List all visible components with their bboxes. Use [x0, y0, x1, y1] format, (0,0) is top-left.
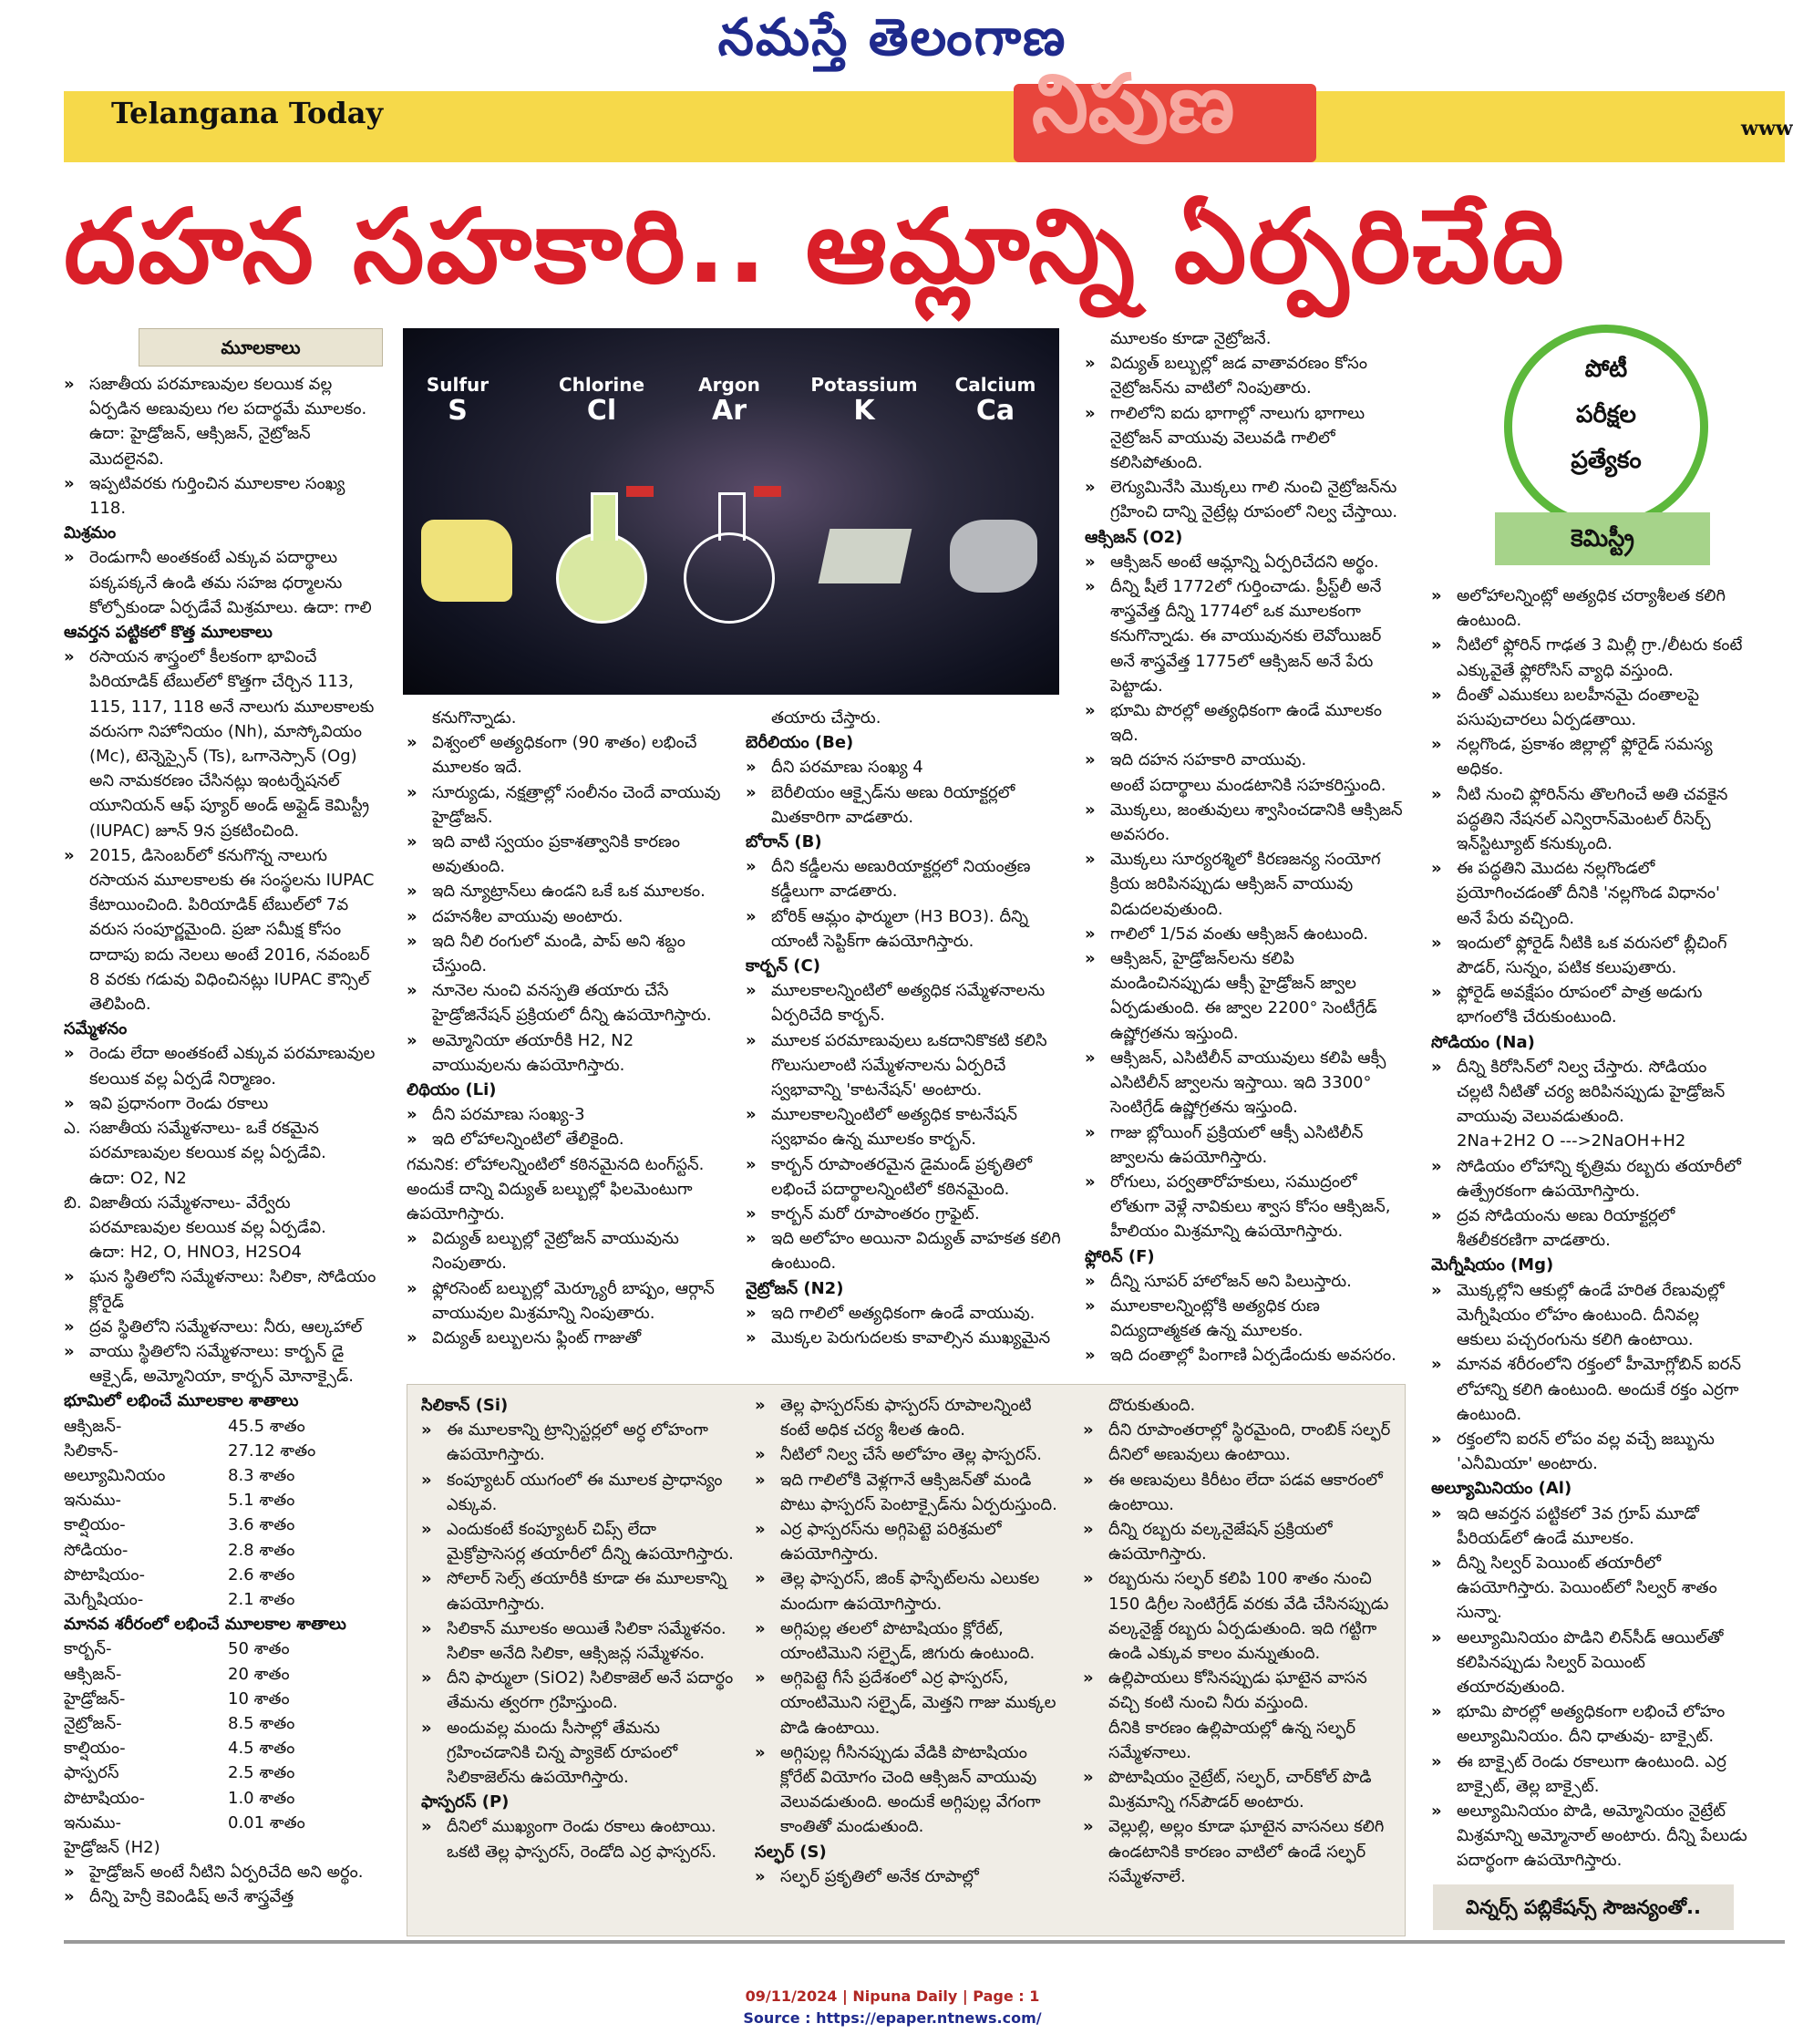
list-item: » ఇది దహన సహకారి వాయువు.	[1085, 748, 1406, 772]
subheading: హైడ్రోజన్ (H2)	[64, 1837, 160, 1857]
earth-percent-table	[64, 1414, 381, 1613]
list-item: » రసాయన శాస్త్రంలో కీలకంగా భావించే పిరియాడిక్ టేబుల్‌లో కొత్తగా చేర్చిన 113, 115, 117, 118 అనే నాలుగు మూలకాలకు వరుసగా నిహోనియం (Nh), మాస్కోవియం (Mc), టెన్నెస్సైన్ (Ts), ఒగానెస్సాన్ (Og) అని నామకరణం చేసినట్లు ఇంటర్నేషనల్ యూనియన్ ఆఫ్ ప్యూర్ అండ్ అప్లైడ్ కెమిస్ట్రీ (IUPAC) జూన్ 9న ప్రకటించింది.	[64, 645, 381, 843]
list-item: » ఆక్సిజన్, హైడ్రోజన్‌లను కలిపి మండించినప్పుడు ఆక్సీ హైడ్రోజన్ జ్వాల ఏర్పడుతుంది. ఈ జ్వాల 2200° సెంటీగ్రేడ్ ఉష్ణోగ్రతను ఇస్తుంది.	[1085, 946, 1406, 1046]
footer-source-link[interactable]: Source : https://epaper.ntnews.com/	[743, 2009, 1042, 2027]
badge-line: పోటీ	[1584, 356, 1628, 383]
subheading: ఫ్లోరిన్ (F)	[1085, 1246, 1155, 1266]
list-item: » బెరీలియం ఆక్సైడ్‌ను అణు రియాక్టర్లలో మితకారిగా వాడతారు.	[746, 780, 1065, 830]
list-item: » మొక్కలు, జంతువులు శ్వాసించడానికి ఆక్సిజన్ అవసరం.	[1085, 798, 1406, 847]
table-row: సిలికాన్- 27.12 శాతం	[64, 1440, 316, 1461]
subheading: భూమిలో లభించే మూలకాల శాతాలు	[64, 1391, 299, 1411]
list-item: » దీన్ని కిరోసిన్‌లో నిల్వ చేస్తారు. సోడియం చల్లటి నీటితో చర్య జరిపినప్పుడు హైడ్రోజన్ వాయువు వెలువడుతుంది.	[1431, 1055, 1748, 1130]
badge-line: పరీక్షల	[1576, 401, 1636, 428]
list-item: ఉదా: O2, N2	[89, 1168, 187, 1188]
list-item: » ఇప్పటివరకు గుర్తించిన మూలకాల సంఖ్య 118.	[64, 471, 381, 521]
note: గమనిక: లోహాలన్నింటిలో కఠినమైనది టంగ్‌స్టన్. అందుకే దాన్ని విద్యుత్ బల్బుల్లో ఫిలమెంటుగా ఉపయోగిస్తారు.	[407, 1154, 705, 1224]
list-item: » నూనెల నుంచి వనస్పతి తయారు చేసే హైడ్రోజినేషన్ ప్రక్రియలో దీన్ని ఉపయోగిస్తారు.	[407, 978, 727, 1027]
list-item: » కార్బన్ మరో రూపాంతరం గ్రాఫైట్.	[746, 1202, 1065, 1226]
list-item: » రోగులు, పర్వతారోహకులు, సముద్రంలో లోతుగా వెళ్లే నావికులు శ్వాస కోసం ఆక్సిజన్, హీలియం మిశ్రమాన్ని ఉపయోగిస్తారు.	[1085, 1170, 1406, 1244]
sulfur-sample-image	[421, 520, 512, 602]
list-item: » అగ్గిపుల్ల గీసినప్పుడు వేడికి పొటాషియం క్లోరేట్ వియోగం చెంది ఆక్సిజన్ వాయువు వెలువడుతుంది. అందుకే అగ్గిపుల్ల వేగంగా కాంతితో మండుతుంది.	[755, 1740, 1065, 1840]
list-item: » 2015, డిసెంబర్‌లో కనుగొన్న నాలుగు రసాయన మూలకాలకు ఈ సంస్థలను IUPAC కేటాయించింది. పిరియాడిక్ టేబుల్‌లో 7వ వరుస సంపూర్ణమైంది. ప్రజా సమీక్ష కోసం దాదాపు ఐదు నెలలు అంటే 2016, నవంబర్ 8 వరకు గడువు విధించినట్లు IUPAC కౌన్సిల్ తెలిపింది.	[64, 843, 381, 1017]
list-item: » మొక్కలు సూర్యరశ్మిలో కిరణజన్య సంయోగ క్రియ జరిపినప్పుడు ఆక్సిజన్ వాయువు విడుదలవుతుంది.	[1085, 847, 1406, 922]
list-item: » భూమి పొరల్లో అత్యధికంగా లభించే లోహం అల్యూమినియం. దీని ధాతువు- బాక్సైట్.	[1431, 1699, 1748, 1749]
publisher-credit: విన్నర్స్ పబ్లికేషన్స్ సౌజన్యంతో..	[1433, 1884, 1734, 1930]
table-row: కార్బన్- 50 శాతం	[64, 1639, 290, 1659]
list-item: » ఈ బాక్సైట్ రెండు రకాలుగా ఉంటుంది. ఎర్ర బాక్సైట్, తెల్ల బాక్సైట్.	[1431, 1750, 1748, 1799]
section-heading-elements: మూలకాలు	[139, 328, 383, 366]
list-item: » రబ్బరును సల్ఫర్ కలిపి 100 శాతం నుంచి 150 డిగ్రీల సెంటిగ్రేడ్ వరకు వేడి చేసినప్పుడు వల్కనైజ్డ్ రబ్బరు ఏర్పడుతుంది. ఇది గట్టిగా ఉండి ఎక్కువ కాలం మన్నుతుంది.	[1083, 1566, 1395, 1666]
list-item: » అల్యూమినియం పొడి, అమ్మోనియం నైట్రేట్ మిశ్రమాన్ని అమ్మోనాల్ అంటారు. దీన్ని పేలుడు పదార్థంగా ఉపయోగిస్తారు.	[1431, 1799, 1748, 1874]
subheading: బెరీలియం (Be)	[746, 733, 854, 753]
list-item: » ఈ అణువులు కిరీటం లేదా పడవ ఆకారంలో ఉంటాయి.	[1083, 1468, 1395, 1517]
list-item: » వెల్లుల్లి, అల్లం కూడా ఘాటైన వాసనలు కలిగి ఉండటానికి కారణం వాటిలో ఉండే సల్ఫర్ సమ్మేళనాలే.	[1083, 1814, 1395, 1889]
list-item: » ఈ పద్ధతిని మొదట నల్లగొండలో ప్రయోగించడంతో దీనికి 'నల్లగొండ విధానం' అనే పేరు వచ్చింది.	[1431, 856, 1748, 931]
list-item: » నీటి నుంచి ఫ్లోరిన్‌ను తొలగించే అతి చవకైన పద్ధతిని నేషనల్ ఎన్విరాన్‌మెంటల్ రీసెర్చ్ ఇన్‌స్టిట్యూట్ కనుక్కుంది.	[1431, 782, 1748, 857]
list-item: » సల్ఫర్ ప్రకృతిలో అనేక రూపాల్లో	[755, 1864, 1065, 1889]
list-item: » అందువల్ల మందు సీసాల్లో తేమను గ్రహించడానికి చిన్న ప్యాకెట్ రూపంలో సిలికాజెల్‌ను ఉపయోగిస్తారు.	[421, 1716, 738, 1791]
list-item: దొరుకుతుంది.	[1108, 1396, 1196, 1415]
column-5	[1431, 583, 1748, 1874]
list-item: » మూలకాలన్నింటిలో అత్యధిక కాటనేషన్ స్వభావం ఉన్న మూలకం కార్బన్.	[746, 1102, 1065, 1151]
list-item: అంటే పదార్థాలు మండటానికి సహకరిస్తుంది.	[1110, 775, 1386, 795]
list-item: » వాయు స్థితిలోని సమ్మేళనాలు: కార్బన్ డై ఆక్సైడ్, అమ్మోనియా, కార్బన్ మోనాక్సైడ్.	[64, 1339, 381, 1388]
list-item: » దీనిలో ముఖ్యంగా రెండు రకాలు ఉంటాయి. ఒకటి తెల్ల ఫాస్పరస్, రెండోది ఎర్ర ఫాస్పరస్.	[421, 1814, 738, 1863]
table-row: పొటాషియం- 1.0 శాతం	[64, 1788, 295, 1808]
table-row: నైట్రోజన్- 8.5 శాతం	[64, 1713, 295, 1733]
list-item: » ఆక్సిజన్ అంటే ఆమ్లాన్ని ఏర్పరిచేదని అర్థం.	[1085, 550, 1406, 574]
list-item: » భూమి పొరల్లో అత్యధికంగా ఉండే మూలకం ఇది.	[1085, 698, 1406, 748]
list-item: » విద్యుత్ బల్బులను ఫ్లింట్ గాజుతో	[407, 1326, 727, 1350]
list-item: » ఇది అలోహం అయినా విద్యుత్ వాహకత కలిగి ఉంటుంది.	[746, 1226, 1065, 1275]
list-item: » అమ్మోనియా తయారీకి H2, N2 వాయువులను ఉపయోగిస్తారు.	[407, 1028, 727, 1078]
web-address: www	[1741, 117, 1793, 140]
list-item: » బోరిక్ ఆమ్లం ఫార్ములా (H3 BO3). దీన్ని యాంటీ సెప్టిక్‌గా ఉపయోగిస్తారు.	[746, 904, 1065, 954]
list-item: » విద్యుత్ బల్బుల్లో జడ వాతావరణం కోసం నైట్రోజన్‌ను వాటిలో నింపుతారు.	[1085, 351, 1406, 400]
table-row: హైడ్రోజన్- 10 శాతం	[64, 1688, 290, 1708]
table-row: ఇనుము- 5.1 శాతం	[64, 1491, 295, 1511]
list-item: » ఇది దంతాల్లో పింగాణి ఏర్పడేందుకు అవసరం.	[1085, 1343, 1406, 1368]
list-item: » అగ్గిపెట్టె గీసే ప్రదేశంలో ఎర్ర ఫాస్పరస్, యాంటిమొని సల్ఫైడ్, మెత్తని గాజు ముక్కల పొడి ఉంటాయి.	[755, 1666, 1065, 1740]
list-item: ఉదా: H2, O, HNO3, H2SO4	[89, 1243, 303, 1263]
badge-subject: కెమిస్ట్రీ	[1495, 512, 1710, 565]
list-item: » దీన్ని రబ్బరు వల్కనైజేషన్ ప్రక్రియలో ఉపయోగిస్తారు.	[1083, 1517, 1395, 1566]
list-item: » ఉల్లిపాయలు కోసినప్పుడు ఘాటైన వాసన వచ్చి కంటి నుంచి నీరు వస్తుంది.	[1083, 1666, 1395, 1715]
section-nameplate: నిపుణ	[1014, 84, 1316, 162]
element-label: Potassium K	[810, 374, 918, 427]
box-column-3	[1083, 1393, 1395, 1889]
element-label: Argon Ar	[698, 374, 760, 427]
subheading: ఆక్సిజన్ (O2)	[1085, 527, 1183, 547]
list-item: » మూలకాలన్నింటిలో అత్యధిక సమ్మేళనాలను ఏర్పరిచేది కార్బన్.	[746, 978, 1065, 1027]
body-percent-table	[64, 1636, 381, 1835]
list-item: » ఫ్లోరైడ్ అవక్షేపం రూపంలో పాత్ర అడుగు భాగంలోకి చేరుకుంటుంది.	[1431, 980, 1748, 1029]
elements-illustration	[403, 328, 1059, 695]
list-item: » ఇది న్యూట్రాన్‌లు ఉండని ఒకే ఒక మూలకం.	[407, 879, 727, 903]
list-item: » ఇది గాలిలోకి వెళ్లగానే ఆక్సిజన్‌తో మండి పొటు ఫాస్పరస్ పెంటాక్సైడ్‌ను ఏర్పరుస్తుంది.	[755, 1468, 1065, 1517]
list-item: » అల్యూమినియం పొడిని లిన్‌సీడ్ ఆయిల్‌తో కలిపినప్పుడు సిల్వర్ పెయింట్ తయారవుతుంది.	[1431, 1626, 1748, 1700]
table-row: మెగ్నీషియం- 2.1 శాతం	[64, 1589, 295, 1609]
subheading: బోరాన్ (B)	[746, 832, 822, 852]
list-item: » హైడ్రోజన్ అంటే నీటిని ఏర్పరిచేది అని అర్థం.	[64, 1860, 381, 1884]
list-item: » నీటిలో నిల్వ చేసే అలోహం తెల్ల ఫాస్పరస్.	[755, 1442, 1065, 1467]
list-item: » ఇది లోహాలన్నింటిలో తేలికైంది.	[407, 1127, 727, 1151]
list-item: » దీన్ని హెన్రీ కెవిండిష్ అనే శాస్త్రవేత్త	[64, 1884, 381, 1909]
box-column-1	[421, 1393, 738, 1864]
table-row: ఆక్సిజన్- 45.5 శాతం	[64, 1416, 305, 1436]
subheading: సమ్మేళనం	[64, 1019, 128, 1039]
subheading: మెగ్నీషియం (Mg)	[1431, 1255, 1554, 1275]
list-item: » ఇది ఆవర్తన పట్టికలో 3వ గ్రూప్ మూడో పీరియడ్‌లో ఉండే మూలకం.	[1431, 1502, 1748, 1551]
list-item: » మొక్కల పెరుగుదలకు కావాల్సిన ముఖ్యమైన	[746, 1326, 1065, 1350]
list-item: » దీన్ని సిల్వర్ పెయింట్ తయారీలో ఉపయోగిస్తారు. పెయింట్‌లో సిల్వర్ శాతం సున్నా.	[1431, 1551, 1748, 1626]
column-1	[64, 372, 381, 1910]
list-item: » దీని పరమాణు సంఖ్య-3	[407, 1102, 727, 1127]
subheading: సోడియం (Na)	[1431, 1032, 1535, 1052]
equation: 2Na+2H2 O --->2NaOH+H2	[1457, 1131, 1686, 1151]
list-item: » ఆక్సిజన్, ఎసిటిలీన్ వాయువులు కలిపి ఆక్సీ ఎసిటిలీన్ జ్వాలను ఇస్తాయి. ఇది 3300° సెంటిగ్రేడ్ ఉష్ణోగ్రతను ఇస్తుంది.	[1085, 1046, 1406, 1120]
table-row: కాల్షియం- 4.5 శాతం	[64, 1739, 295, 1759]
list-item: » తెల్ల ఫాస్పరస్‌కు ఫాస్పరస్ రూపాలన్నింటి కంటే అధిక చర్య శీలత ఉంది.	[755, 1393, 1065, 1442]
list-item: ఉదా: హైడ్రోజన్, ఆక్సిజన్, నైట్రోజన్ మొదలైనవి.	[89, 424, 311, 469]
list-item: » మూలక పరమాణువులు ఒకదానికొకటి కలిసి గొలుసులాంటి సమ్మేళనాలను ఏర్పరిచే స్వభావాన్ని 'కాటనేషన్' అంటారు.	[746, 1028, 1065, 1103]
list-item: బి. విజాతీయ సమ్మేళనాలు- వేర్వేరు పరమాణువుల కలయిక వల్ల ఏర్పడేవి.	[64, 1192, 326, 1237]
list-item: » అలోహాలన్నింట్లో అత్యధిక చర్యాశీలత కలిగి ఉంటుంది.	[1431, 583, 1748, 633]
list-item: » ఇది గాలిలో అత్యధికంగా ఉండే వాయువు.	[746, 1301, 1065, 1326]
list-item: » గాజు బ్లోయింగ్ ప్రక్రియలో ఆక్సీ ఎసిటిలీన్ జ్వాలను ఉపయోగిస్తారు.	[1085, 1120, 1406, 1170]
subheading: ఆవర్తన పట్టికలో కొత్త మూలకాలు	[64, 623, 273, 643]
list-item: » లెగ్యుమినేసి మొక్కలు గాలి నుంచి నైట్రోజన్‌ను గ్రహించి దాన్ని నైట్రేట్ల రూపంలో నిల్వ చేస్తాయి.	[1085, 475, 1406, 524]
list-item: » అగ్గిపుల్ల తలలో పొటాషియం క్లోరేట్, యాంటిమొని సల్ఫైడ్, జిగురు ఉంటుంది.	[755, 1616, 1065, 1666]
list-item: » సిలికాన్ మూలకం అయితే సిలికా సమ్మేళనం. సిలికా అనేది సిలికా, ఆక్సిజన్ల సమ్మేళనం.	[421, 1616, 738, 1666]
subheading: నైట్రోజన్ (N2)	[746, 1278, 844, 1298]
list-item: » ఇది వాటి స్వయం ప్రకాశత్వానికి కారణం అవుతుంది.	[407, 830, 727, 879]
subheading: మానవ శరీరంలో లభించే మూలకాల శాతాలు	[64, 1615, 346, 1635]
box-column-2	[755, 1393, 1065, 1889]
list-item: » దీని ఫార్ములా (SiO2) సిలికాజెల్ అనే పదార్థం తేమను త్వరగా గ్రహిస్తుంది.	[421, 1666, 738, 1715]
list-item: » విద్యుత్ బల్బుల్లో నైట్రోజన్ వాయువును నింపుతారు.	[407, 1226, 727, 1275]
list-item: కనుగొన్నాడు.	[432, 708, 517, 728]
list-item: » దీన్ని సూపర్ హాలోజన్ అని పిలుస్తారు.	[1085, 1269, 1406, 1294]
table-row: అల్యూమినియం 8.3 శాతం	[64, 1465, 295, 1485]
list-item: » దీని కడ్డీలను అణురియాక్టర్లలో నియంత్రణ కడ్డీలుగా వాడతారు.	[746, 854, 1065, 903]
subheading: మిశ్రమం	[64, 523, 117, 543]
list-item: » సజాతీయ పరమాణువుల కలయిక వల్ల ఏర్పడిన అణువులు గల పదార్థమే మూలకం.	[64, 372, 381, 421]
list-item: » మానవ శరీరంలోని రక్తంలో హీమోగ్లోబిన్ ఐరన్ లోహాన్ని కలిగి ఉంటుంది. అందుకే రక్తం ఎర్రగా ఉంటుంది.	[1431, 1352, 1748, 1427]
list-item: » నల్లగొండ, ప్రకాశం జిల్లాల్లో ఫ్లోరైడ్ సమస్య అధికం.	[1431, 732, 1748, 781]
list-item: » విశ్వంలో అత్యధికంగా (90 శాతం) లభించే మూలకం ఇదే.	[407, 730, 727, 779]
partner-logo: Telangana Today	[111, 96, 384, 130]
list-item: » తెల్ల ఫాస్పరస్, జింక్ ఫాస్ఫేట్‌లను ఎలుకల మందుగా ఉపయోగిస్తారు.	[755, 1566, 1065, 1616]
element-label: Sulfur S	[426, 374, 489, 427]
table-row: పొటాషియం- 2.6 శాతం	[64, 1564, 295, 1585]
chlorine-flask-image	[556, 492, 647, 611]
list-item: » సోడియం లోహాన్ని కృత్రిమ రబ్బరు తయారీలో ఉత్ప్రేరకంగా ఉపయోగిస్తారు.	[1431, 1154, 1748, 1203]
page-divider	[64, 1940, 1785, 1944]
table-row: కాల్షియం- 3.6 శాతం	[64, 1515, 295, 1535]
argon-flask-image	[684, 492, 775, 611]
list-item: » రెండు లేదా అంతకంటే ఎక్కువ పరమాణువుల కలయిక వల్ల ఏర్పడే నిర్మాణం.	[64, 1041, 381, 1090]
list-item: » ఘన స్థితిలోని సమ్మేళనాలు: సిలికా, సోడియం క్లోరైడ్	[64, 1265, 381, 1314]
list-item: » కంప్యూటర్ యుగంలో ఈ మూలక ప్రాధాన్యం ఎక్కువ.	[421, 1468, 738, 1517]
column-2	[407, 706, 727, 1350]
list-item: దీనికి కారణం ఉల్లిపాయల్లో ఉన్న సల్ఫర్ సమ్మేళనాలు.	[1108, 1718, 1356, 1762]
column-4	[1085, 326, 1406, 1368]
list-item: » మూలకాలన్నింట్లోకి అత్యధిక రుణ విద్యుదాత్మకత ఉన్న మూలకం.	[1085, 1294, 1406, 1343]
newspaper-masthead: నమస్తే తెలంగాణ	[717, 7, 1067, 67]
competitive-exam-badge	[1495, 325, 1695, 571]
table-row: ఇనుము- 0.01 శాతం	[64, 1812, 305, 1832]
table-row: ఫాస్పరస్ 2.5 శాతం	[64, 1763, 295, 1783]
list-item: » గాలిలోని ఐదు భాగాల్లో నాలుగు భాగాలు నైట్రోజన్ వాయువు వెలువడి గాలిలో కలిసిపోతుంది.	[1085, 401, 1406, 476]
list-item: » ఇది నీలి రంగులో మండి, పాప్ అని శబ్దం చేస్తుంది.	[407, 929, 727, 978]
list-item: » ద్రవ స్థితిలోని సమ్మేళనాలు: నీరు, ఆల్కహాల్	[64, 1315, 381, 1339]
subheading: ఫాస్పరస్ (P)	[421, 1792, 510, 1812]
list-item: ఎ. సజాతీయ సమ్మేళనాలు- ఒకే రకమైన పరమాణువుల కలయిక వల్ల ఏర్పడేవి.	[64, 1119, 326, 1163]
list-item: » దీన్ని షీలే 1772లో గుర్తించాడు. ప్రీస్ట్‌లీ అనే శాస్త్రవేత్త దీన్ని 1774లో ఒక మూలకంగా కనుగొన్నాడు. ఈ వాయువునకు లెవోయిజర్ అనే శాస్త్రవేత్త 1775లో ఆక్సిజన్ అనే పేరు పెట్టాడు.	[1085, 574, 1406, 698]
list-item: » ఈ మూలకాన్ని ట్రాన్సిస్టర్లలో అర్ధ లోహంగా ఉపయోగిస్తారు.	[421, 1418, 738, 1467]
list-item: » సూర్యుడు, నక్షత్రాల్లో సంలీనం చెందే వాయువు హైడ్రోజన్.	[407, 780, 727, 830]
subheading: అల్యూమినియం (Al)	[1431, 1479, 1572, 1499]
list-item: » రెండుగానీ అంతకంటే ఎక్కువ పదార్థాలు పక్కపక్కనే ఉండి తమ సహజ ధర్మాలను కోల్పోకుండా ఏర్పడేవే మిశ్రమాలు. ఉదా: గాలి	[64, 545, 381, 620]
table-row: ఆక్సిజన్- 20 శాతం	[64, 1664, 290, 1684]
list-item: » దీని రూపాంతరాల్లో స్థిరమైంది, రాంబిక్ సల్ఫర్ దీనిలో అణువులు ఉంటాయి.	[1083, 1418, 1395, 1467]
list-item: » ఎర్ర ఫాస్పరస్‌ను అగ్గిపెట్టె పరిశ్రమలో ఉపయోగిస్తారు.	[755, 1517, 1065, 1566]
list-item: » ఎందుకంటే కంప్యూటర్ చిప్స్ లేదా మైక్రోప్రాసెసర్ల తయారీలో దీన్ని ఉపయోగిస్తారు.	[421, 1517, 738, 1566]
column-3	[746, 706, 1065, 1350]
list-item: మూలకం కూడా నైట్రోజనే.	[1110, 329, 1272, 348]
potassium-sample-image	[819, 529, 912, 583]
calcium-sample-image	[950, 520, 1037, 593]
element-label: Calcium Ca	[954, 374, 1036, 427]
table-row: సోడియం- 2.8 శాతం	[64, 1540, 295, 1560]
list-item: » దీంతో ఎముకలు బలహీనమై దంతాలపై పసుపుచారలు ఏర్పడతాయి.	[1431, 683, 1748, 732]
list-item: » దీని పరమాణు సంఖ్య 4	[746, 755, 1065, 779]
list-item: » దహనశీల వాయువు అంటారు.	[407, 904, 727, 929]
subheading: లిథియం (Li)	[407, 1080, 497, 1100]
list-item: » మొక్కల్లోని ఆకుల్లో ఉండే హరిత రేణువుల్లో మెగ్నీషియం లోహం ఉంటుంది. దీనివల్ల ఆకులు పచ్చరంగును కలిగి ఉంటాయి.	[1431, 1278, 1748, 1353]
badge-line: ప్రత్యేకం	[1571, 447, 1642, 474]
list-item: » ఇందులో ఫ్లోరైడ్ నీటికి ఒక వరుసలో బ్లీచింగ్ పౌడర్, సున్నం, పటిక కలుపుతారు.	[1431, 931, 1748, 980]
subheading: కార్బన్ (C)	[746, 956, 820, 976]
list-item: » ఇవి ప్రధానంగా రెండు రకాలు	[64, 1091, 381, 1116]
subheading: సిలికాన్ (Si)	[421, 1396, 509, 1415]
headline: దహన సహకారి.. ఆమ్లాన్ని ఏర్పరిచేది	[64, 188, 1566, 306]
list-item: » గాలిలో 1/5వ వంతు ఆక్సిజన్ ఉంటుంది.	[1085, 922, 1406, 946]
list-item: » రక్తంలోని ఐరన్ లోపం వల్ల వచ్చే జబ్బును 'ఎనీమియా' అంటారు.	[1431, 1427, 1748, 1476]
list-item: » పొటాషియం నైట్రేట్, సల్ఫర్, చార్‌కోల్ పొడి మిశ్రమాన్ని గన్‌పౌడర్ అంటారు.	[1083, 1765, 1395, 1814]
element-label: Chlorine Cl	[558, 374, 645, 427]
list-item: » సోలార్ సెల్స్ తయారీకి కూడా ఈ మూలకాన్ని ఉపయోగిస్తారు.	[421, 1566, 738, 1616]
list-item: » కార్బన్ రూపాంతరమైన డైమండ్ ప్రకృతిలో లభించే పదార్థాలన్నింటిలో కఠినమైంది.	[746, 1152, 1065, 1202]
list-item: » ద్రవ సోడియంను అణు రియాక్టర్లలో శీతలీకరణిగా వాడతారు.	[1431, 1203, 1748, 1253]
list-item: » నీటిలో ఫ్లోరిన్ గాఢత 3 మిల్లీ గ్రా./లీటరు కంటే ఎక్కువైతే ఫ్లోరోసిస్ వ్యాధి వస్తుంది.	[1431, 633, 1748, 682]
footer-date-line: 09/11/2024 | Nipuna Daily | Page : 1	[745, 1987, 1040, 2005]
list-item: » ఫ్లోరసెంట్ బల్బుల్లో మెర్క్యూరీ బాష్పం, ఆర్గాన్ వాయువుల మిశ్రమాన్ని నింపుతారు.	[407, 1276, 727, 1326]
subheading: సల్ఫర్ (S)	[755, 1842, 827, 1862]
list-item: తయారు చేస్తారు.	[771, 708, 881, 728]
